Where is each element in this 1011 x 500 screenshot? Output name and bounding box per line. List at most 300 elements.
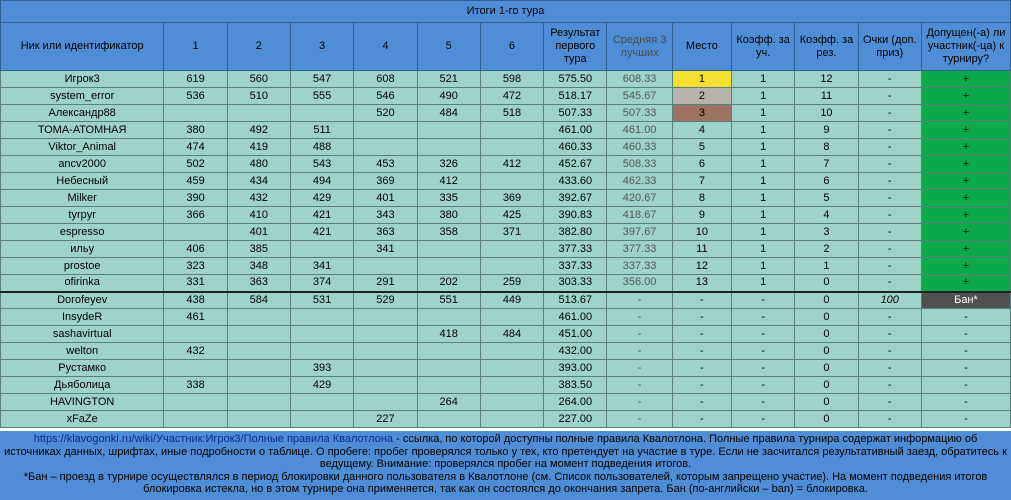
place-cell: 7 — [672, 173, 731, 190]
nick-cell: system_error — [1, 88, 164, 105]
place-cell: 9 — [672, 207, 731, 224]
result-cell: 513.67 — [544, 292, 607, 309]
place-cell: - — [672, 309, 731, 326]
race-5-cell: 418 — [417, 326, 480, 343]
avg3-cell: - — [607, 394, 672, 411]
race-1-cell — [164, 411, 227, 428]
place-cell: 2 — [672, 88, 731, 105]
race-5-cell — [417, 122, 480, 139]
race-6-cell — [480, 343, 543, 360]
admitted-cell: + — [921, 105, 1010, 122]
col-header-race-2: 2 — [227, 23, 290, 71]
race-2-cell: 363 — [227, 275, 290, 292]
place-cell: 10 — [672, 224, 731, 241]
points-cell: - — [858, 156, 921, 173]
admitted-cell: + — [921, 241, 1010, 258]
race-3-cell: 341 — [290, 258, 353, 275]
place-cell: - — [672, 411, 731, 428]
race-1-cell: 323 — [164, 258, 227, 275]
points-cell: - — [858, 258, 921, 275]
avg3-cell: 337.33 — [607, 258, 672, 275]
admitted-cell: + — [921, 88, 1010, 105]
result-cell: 337.33 — [544, 258, 607, 275]
race-5-cell: 202 — [417, 275, 480, 292]
nick-cell: HAVINGTON — [1, 394, 164, 411]
race-2-cell: 560 — [227, 71, 290, 88]
race-4-cell: 453 — [354, 156, 417, 173]
k-res-cell: 5 — [795, 190, 858, 207]
race-5-cell — [417, 139, 480, 156]
col-header-admitted: Допущен(-а) ли участник(-ца) к турниру? — [921, 23, 1010, 71]
k-part-cell: 1 — [732, 224, 795, 241]
admitted-cell: + — [921, 190, 1010, 207]
race-6-cell: 369 — [480, 190, 543, 207]
avg3-cell: - — [607, 360, 672, 377]
race-1-cell — [164, 224, 227, 241]
nick-cell: Александр88 — [1, 105, 164, 122]
place-cell: 11 — [672, 241, 731, 258]
table-row — [1, 71, 1011, 88]
race-4-cell: 369 — [354, 173, 417, 190]
race-2-cell: 401 — [227, 224, 290, 241]
race-3-cell — [290, 343, 353, 360]
admitted-cell: + — [921, 122, 1010, 139]
admitted-cell: Бан* — [921, 292, 1010, 309]
avg3-cell: 377.33 — [607, 241, 672, 258]
k-part-cell: - — [732, 377, 795, 394]
points-cell: - — [858, 360, 921, 377]
admitted-cell: + — [921, 173, 1010, 190]
col-header-race-6: 6 — [480, 23, 543, 71]
points-cell: - — [858, 105, 921, 122]
race-6-cell: 484 — [480, 326, 543, 343]
race-4-cell: 546 — [354, 88, 417, 105]
place-cell: - — [672, 394, 731, 411]
race-3-cell — [290, 394, 353, 411]
race-4-cell — [354, 394, 417, 411]
avg3-cell: 356.00 — [607, 275, 672, 292]
race-6-cell: 259 — [480, 275, 543, 292]
race-6-cell — [480, 309, 543, 326]
race-1-cell: 331 — [164, 275, 227, 292]
admitted-cell: - — [921, 360, 1010, 377]
k-part-cell: 1 — [732, 241, 795, 258]
race-5-cell: 264 — [417, 394, 480, 411]
race-2-cell: 348 — [227, 258, 290, 275]
result-cell: 303.33 — [544, 275, 607, 292]
col-header-result: Результат первого тура — [544, 23, 607, 71]
race-5-cell: 335 — [417, 190, 480, 207]
avg3-cell: - — [607, 309, 672, 326]
k-part-cell: - — [732, 326, 795, 343]
result-cell: 575.50 — [544, 71, 607, 88]
points-cell: - — [858, 411, 921, 428]
race-5-cell: 412 — [417, 173, 480, 190]
race-6-cell: 472 — [480, 88, 543, 105]
col-header-k-part: Коэфф. за уч. — [732, 23, 795, 71]
k-res-cell: 0 — [795, 394, 858, 411]
points-cell: - — [858, 173, 921, 190]
race-6-cell: 425 — [480, 207, 543, 224]
k-part-cell: 1 — [732, 88, 795, 105]
points-cell: - — [858, 326, 921, 343]
race-6-cell — [480, 411, 543, 428]
race-2-cell: 480 — [227, 156, 290, 173]
race-2-cell — [227, 343, 290, 360]
k-res-cell: 0 — [795, 360, 858, 377]
race-3-cell — [290, 309, 353, 326]
k-part-cell: 1 — [732, 207, 795, 224]
race-1-cell: 459 — [164, 173, 227, 190]
race-4-cell: 529 — [354, 292, 417, 309]
admitted-cell: + — [921, 139, 1010, 156]
race-1-cell: 502 — [164, 156, 227, 173]
admitted-cell: - — [921, 343, 1010, 360]
points-cell: - — [858, 207, 921, 224]
k-part-cell: 1 — [732, 190, 795, 207]
race-1-cell — [164, 326, 227, 343]
race-4-cell — [354, 377, 417, 394]
admitted-cell: + — [921, 156, 1010, 173]
table-row — [1, 105, 1011, 122]
race-6-cell — [480, 173, 543, 190]
table-row — [1, 122, 1011, 139]
race-4-cell — [354, 309, 417, 326]
avg3-cell: 508.33 — [607, 156, 672, 173]
race-3-cell: 494 — [290, 173, 353, 190]
race-1-cell: 461 — [164, 309, 227, 326]
race-2-cell: 385 — [227, 241, 290, 258]
avg3-cell: 460.33 — [607, 139, 672, 156]
nick-cell: tyrpyr — [1, 207, 164, 224]
result-cell: 432.00 — [544, 343, 607, 360]
race-6-cell: 518 — [480, 105, 543, 122]
k-res-cell: 2 — [795, 241, 858, 258]
race-6-cell — [480, 377, 543, 394]
result-cell: 518.17 — [544, 88, 607, 105]
avg3-cell: 397.67 — [607, 224, 672, 241]
k-res-cell: 9 — [795, 122, 858, 139]
nick-cell: InsydeR — [1, 309, 164, 326]
place-cell: - — [672, 343, 731, 360]
race-1-cell — [164, 360, 227, 377]
avg3-cell: 545.67 — [607, 88, 672, 105]
k-res-cell: 0 — [795, 275, 858, 292]
race-2-cell: 492 — [227, 122, 290, 139]
race-4-cell: 341 — [354, 241, 417, 258]
race-3-cell: 374 — [290, 275, 353, 292]
points-cell: 100 — [858, 292, 921, 309]
points-cell: - — [858, 190, 921, 207]
race-1-cell: 438 — [164, 292, 227, 309]
race-6-cell — [480, 139, 543, 156]
avg3-cell: - — [607, 343, 672, 360]
race-5-cell: 326 — [417, 156, 480, 173]
result-cell: 227.00 — [544, 411, 607, 428]
rules-link[interactable]: https://klavogonki.ru/wiki/Участник:Игрок3/Полные правила Квалотлона — [33, 433, 394, 445]
table-row — [1, 258, 1011, 275]
nick-cell: prostoe — [1, 258, 164, 275]
result-cell: 451.00 — [544, 326, 607, 343]
race-5-cell — [417, 411, 480, 428]
k-part-cell: - — [732, 360, 795, 377]
place-cell: - — [672, 326, 731, 343]
race-1-cell: 390 — [164, 190, 227, 207]
col-header-place: Место — [672, 23, 731, 71]
col-header-race-4: 4 — [354, 23, 417, 71]
table-row — [1, 275, 1011, 292]
result-cell: 393.00 — [544, 360, 607, 377]
race-2-cell: 419 — [227, 139, 290, 156]
col-header-race-3: 3 — [290, 23, 353, 71]
race-6-cell — [480, 394, 543, 411]
points-cell: - — [858, 377, 921, 394]
race-3-cell: 531 — [290, 292, 353, 309]
race-4-cell — [354, 122, 417, 139]
avg3-cell: 420.67 — [607, 190, 672, 207]
admitted-cell: + — [921, 224, 1010, 241]
avg3-cell: 462.33 — [607, 173, 672, 190]
place-cell: 4 — [672, 122, 731, 139]
table-row — [1, 207, 1011, 224]
k-res-cell: 1 — [795, 258, 858, 275]
race-5-cell: 380 — [417, 207, 480, 224]
race-2-cell — [227, 394, 290, 411]
race-2-cell: 510 — [227, 88, 290, 105]
place-cell: - — [672, 292, 731, 309]
points-cell: - — [858, 224, 921, 241]
race-1-cell: 474 — [164, 139, 227, 156]
col-header-points: Очки (доп. приз) — [858, 23, 921, 71]
race-5-cell — [417, 360, 480, 377]
race-1-cell: 406 — [164, 241, 227, 258]
table-row — [1, 360, 1011, 377]
points-cell: - — [858, 88, 921, 105]
k-part-cell: - — [732, 411, 795, 428]
nick-cell: Игрок3 — [1, 71, 164, 88]
points-cell: - — [858, 394, 921, 411]
footer-rules-note — [4, 433, 1007, 471]
k-part-cell: - — [732, 309, 795, 326]
points-cell: - — [858, 275, 921, 292]
place-cell: 3 — [672, 105, 731, 122]
table-row — [1, 173, 1011, 190]
admitted-cell: - — [921, 377, 1010, 394]
nick-cell: Рустамко — [1, 360, 164, 377]
admitted-cell: + — [921, 258, 1010, 275]
result-cell: 264.00 — [544, 394, 607, 411]
k-part-cell: 1 — [732, 156, 795, 173]
k-res-cell: 0 — [795, 292, 858, 309]
avg3-cell: 507.33 — [607, 105, 672, 122]
table-row — [1, 326, 1011, 343]
points-cell: - — [858, 343, 921, 360]
k-part-cell: 1 — [732, 275, 795, 292]
race-4-cell — [354, 258, 417, 275]
race-1-cell — [164, 394, 227, 411]
table-row — [1, 411, 1011, 428]
avg3-cell: - — [607, 326, 672, 343]
place-cell: 5 — [672, 139, 731, 156]
k-res-cell: 0 — [795, 377, 858, 394]
race-4-cell — [354, 139, 417, 156]
points-cell: - — [858, 122, 921, 139]
race-4-cell — [354, 343, 417, 360]
race-3-cell: 429 — [290, 377, 353, 394]
result-cell: 460.33 — [544, 139, 607, 156]
avg3-cell: 418.67 — [607, 207, 672, 224]
race-6-cell — [480, 241, 543, 258]
race-6-cell — [480, 258, 543, 275]
k-res-cell: 6 — [795, 173, 858, 190]
table-row — [1, 156, 1011, 173]
points-cell: - — [858, 241, 921, 258]
points-cell: - — [858, 309, 921, 326]
race-2-cell — [227, 411, 290, 428]
table-row — [1, 139, 1011, 156]
table-row — [1, 309, 1011, 326]
race-1-cell: 432 — [164, 343, 227, 360]
footer-notes — [0, 431, 1011, 500]
k-part-cell: 1 — [732, 258, 795, 275]
race-3-cell: 421 — [290, 207, 353, 224]
title-row — [1, 1, 1011, 23]
k-part-cell: 1 — [732, 122, 795, 139]
k-res-cell: 3 — [795, 224, 858, 241]
race-3-cell — [290, 411, 353, 428]
col-header-k-res: Коэфф. за рез. — [795, 23, 858, 71]
table-row — [1, 224, 1011, 241]
result-cell: 461.00 — [544, 122, 607, 139]
k-res-cell: 0 — [795, 343, 858, 360]
result-cell: 461.00 — [544, 309, 607, 326]
race-3-cell: 511 — [290, 122, 353, 139]
race-4-cell: 363 — [354, 224, 417, 241]
race-5-cell: 521 — [417, 71, 480, 88]
nick-cell: ofirinka — [1, 275, 164, 292]
result-cell: 392.67 — [544, 190, 607, 207]
avg3-cell: 461.00 — [607, 122, 672, 139]
result-cell: 377.33 — [544, 241, 607, 258]
header-row — [1, 23, 1011, 71]
race-5-cell: 490 — [417, 88, 480, 105]
place-cell: 12 — [672, 258, 731, 275]
result-cell: 452.67 — [544, 156, 607, 173]
race-6-cell — [480, 122, 543, 139]
nick-cell: sashavirtual — [1, 326, 164, 343]
race-3-cell: 547 — [290, 71, 353, 88]
k-res-cell: 12 — [795, 71, 858, 88]
k-res-cell: 4 — [795, 207, 858, 224]
table-row — [1, 394, 1011, 411]
table-row — [1, 241, 1011, 258]
race-3-cell: 543 — [290, 156, 353, 173]
race-6-cell: 412 — [480, 156, 543, 173]
points-cell: - — [858, 71, 921, 88]
race-3-cell: 421 — [290, 224, 353, 241]
table-title: Итоги 1-го тура — [1, 1, 1011, 23]
race-4-cell: 343 — [354, 207, 417, 224]
admitted-cell: - — [921, 326, 1010, 343]
nick-cell: ильу — [1, 241, 164, 258]
table-row — [1, 343, 1011, 360]
race-4-cell — [354, 360, 417, 377]
race-1-cell: 366 — [164, 207, 227, 224]
race-1-cell: 619 — [164, 71, 227, 88]
race-2-cell: 584 — [227, 292, 290, 309]
race-1-cell: 338 — [164, 377, 227, 394]
col-header-race-1: 1 — [164, 23, 227, 71]
k-res-cell: 8 — [795, 139, 858, 156]
table-row — [1, 292, 1011, 309]
nick-cell: Дьяболица — [1, 377, 164, 394]
k-part-cell: - — [732, 394, 795, 411]
col-header-avg3: Средняя 3 лучших — [607, 23, 672, 71]
race-2-cell — [227, 377, 290, 394]
nick-cell: Milker — [1, 190, 164, 207]
admitted-cell: + — [921, 207, 1010, 224]
race-6-cell: 598 — [480, 71, 543, 88]
k-res-cell: 10 — [795, 105, 858, 122]
race-5-cell — [417, 258, 480, 275]
nick-cell: espresso — [1, 224, 164, 241]
admitted-cell: + — [921, 275, 1010, 292]
race-5-cell: 358 — [417, 224, 480, 241]
race-2-cell: 434 — [227, 173, 290, 190]
nick-cell: Небесный — [1, 173, 164, 190]
race-3-cell: 488 — [290, 139, 353, 156]
place-cell: - — [672, 360, 731, 377]
nick-cell: welton — [1, 343, 164, 360]
result-cell: 433.60 — [544, 173, 607, 190]
k-part-cell: 1 — [732, 173, 795, 190]
race-4-cell: 401 — [354, 190, 417, 207]
footer-ban-note: *Бан – проезд в турнире осуществлялся в период блокировки данного пользователя в Квалотлоне (см. Список пользователей, которым запрещено участие). На момент подведения итогов блокировка истекла, но в этом турнире она применяется, так как он состоялся до окончания запрета. Бан (по-английски – ban) = блокировка. — [23, 470, 988, 495]
table-row — [1, 190, 1011, 207]
race-5-cell — [417, 309, 480, 326]
table-row — [1, 88, 1011, 105]
k-res-cell: 0 — [795, 326, 858, 343]
place-cell: - — [672, 377, 731, 394]
k-res-cell: 0 — [795, 309, 858, 326]
race-2-cell — [227, 105, 290, 122]
race-5-cell — [417, 343, 480, 360]
race-2-cell — [227, 309, 290, 326]
result-cell: 390.83 — [544, 207, 607, 224]
k-part-cell: - — [732, 343, 795, 360]
place-cell: 13 — [672, 275, 731, 292]
race-6-cell — [480, 360, 543, 377]
race-4-cell — [354, 326, 417, 343]
admitted-cell: + — [921, 71, 1010, 88]
race-1-cell: 380 — [164, 122, 227, 139]
race-4-cell: 608 — [354, 71, 417, 88]
result-cell: 383.50 — [544, 377, 607, 394]
table-row — [1, 377, 1011, 394]
avg3-cell: - — [607, 377, 672, 394]
avg3-cell: - — [607, 411, 672, 428]
avg3-cell: - — [607, 292, 672, 309]
k-res-cell: 11 — [795, 88, 858, 105]
race-2-cell — [227, 360, 290, 377]
footer-text-1: - ссылка, по которой доступны полные правила Квалотлона. Полные правила турнира содержат информацию об источниках данных, шрифтах, иные подробности о таблице. О пробеге: пробег проверялся только у тех, кто претендует на участие в туре. Если не засчитался результативный заезд, обратитесь к ведущему. Внимание: проверялся пробег на момент подведения итогов. — [4, 433, 1007, 470]
race-2-cell — [227, 326, 290, 343]
nick-cell: ancv2000 — [1, 156, 164, 173]
race-5-cell — [417, 377, 480, 394]
race-5-cell — [417, 241, 480, 258]
race-3-cell: 555 — [290, 88, 353, 105]
place-cell: 8 — [672, 190, 731, 207]
